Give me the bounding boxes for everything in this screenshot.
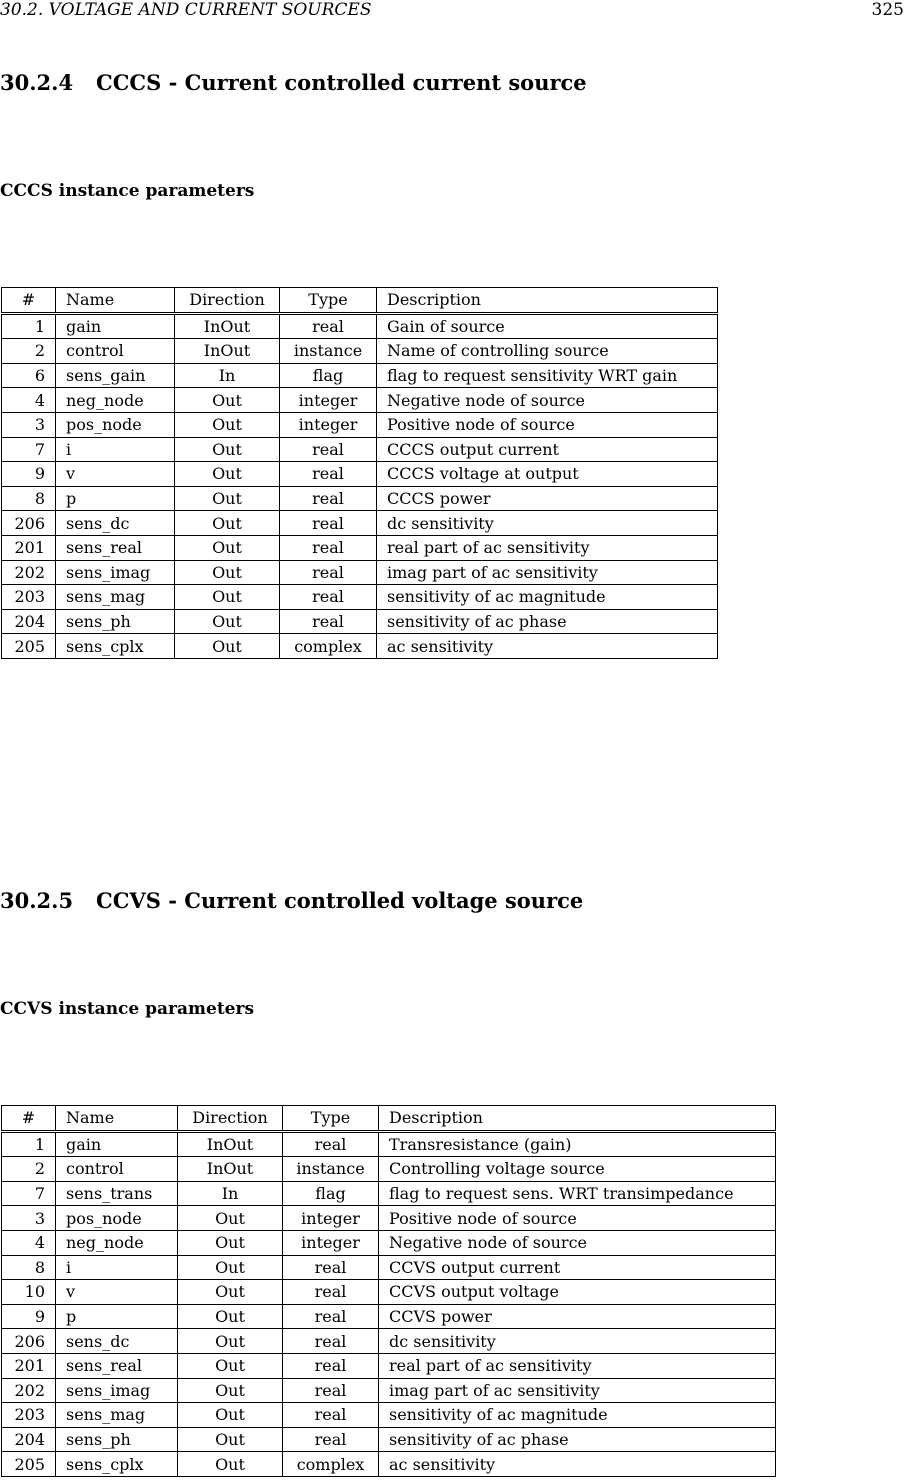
param-name: i xyxy=(56,1255,178,1280)
param-number: 204 xyxy=(2,1427,56,1452)
page-number: 325 xyxy=(871,0,904,20)
param-direction: Out xyxy=(175,511,280,536)
col-header-number: # xyxy=(2,1106,56,1132)
param-direction: Out xyxy=(175,462,280,487)
param-number: 8 xyxy=(2,1255,56,1280)
param-direction: Out xyxy=(178,1329,283,1354)
param-name: sens_ph xyxy=(56,609,175,634)
param-name: neg_node xyxy=(56,1230,178,1255)
param-direction: Out xyxy=(175,560,280,585)
param-description: Transresistance (gain) xyxy=(379,1131,776,1157)
table-row xyxy=(2,486,718,511)
param-description: ac sensitivity xyxy=(379,1452,776,1477)
param-name: sens_cplx xyxy=(56,634,175,659)
table-row xyxy=(2,412,718,437)
param-number: 206 xyxy=(2,511,56,536)
param-description: Positive node of source xyxy=(377,412,718,437)
param-number: 3 xyxy=(2,1206,56,1231)
col-header-name: Name xyxy=(56,288,175,314)
param-number: 2 xyxy=(2,1157,56,1182)
table-row xyxy=(2,609,718,634)
param-type: real xyxy=(280,585,377,610)
param-name: sens_real xyxy=(56,1353,178,1378)
param-direction: InOut xyxy=(178,1131,283,1157)
param-name: p xyxy=(56,1304,178,1329)
param-type: real xyxy=(280,486,377,511)
param-type: real xyxy=(280,535,377,560)
param-number: 202 xyxy=(2,560,56,585)
param-description: sensitivity of ac phase xyxy=(377,609,718,634)
param-number: 2 xyxy=(2,339,56,364)
param-direction: Out xyxy=(175,388,280,413)
param-name: neg_node xyxy=(56,388,175,413)
section-title-cccs xyxy=(0,70,587,95)
col-header-direction: Direction xyxy=(175,288,280,314)
param-description: dc sensitivity xyxy=(377,511,718,536)
table-header-row xyxy=(2,1106,776,1132)
param-description: Name of controlling source xyxy=(377,339,718,364)
col-header-number: # xyxy=(2,288,56,314)
param-description: Negative node of source xyxy=(377,388,718,413)
param-description: sensitivity of ac magnitude xyxy=(379,1403,776,1428)
param-direction: Out xyxy=(178,1280,283,1305)
param-name: sens_real xyxy=(56,535,175,560)
param-name: sens_dc xyxy=(56,1329,178,1354)
param-name: v xyxy=(56,462,175,487)
table-row xyxy=(2,462,718,487)
param-direction: Out xyxy=(175,412,280,437)
param-name: sens_imag xyxy=(56,560,175,585)
param-name: v xyxy=(56,1280,178,1305)
param-name: pos_node xyxy=(56,412,175,437)
param-direction: Out xyxy=(178,1230,283,1255)
running-head-title: 30.2. VOLTAGE AND CURRENT SOURCES xyxy=(0,0,372,20)
param-description: CCVS output current xyxy=(379,1255,776,1280)
param-type: real xyxy=(280,609,377,634)
table-row xyxy=(2,1452,776,1477)
param-direction: InOut xyxy=(175,339,280,364)
section-title-ccvs xyxy=(0,888,583,913)
param-direction: Out xyxy=(178,1403,283,1428)
param-type: real xyxy=(283,1378,379,1403)
param-name: gain xyxy=(56,1131,178,1157)
param-direction: In xyxy=(175,363,280,388)
table-row xyxy=(2,313,718,339)
param-number: 3 xyxy=(2,412,56,437)
param-description: Negative node of source xyxy=(379,1230,776,1255)
param-description: imag part of ac sensitivity xyxy=(379,1378,776,1403)
table-row xyxy=(2,388,718,413)
param-type: flag xyxy=(283,1181,379,1206)
param-number: 1 xyxy=(2,1131,56,1157)
param-type: real xyxy=(280,313,377,339)
param-direction: Out xyxy=(178,1378,283,1403)
col-header-description: Description xyxy=(377,288,718,314)
param-direction: Out xyxy=(178,1255,283,1280)
param-type: real xyxy=(283,1131,379,1157)
param-description: ac sensitivity xyxy=(377,634,718,659)
cccs-parameter-table xyxy=(1,287,718,659)
param-direction: Out xyxy=(178,1427,283,1452)
subsection-title-cccs: CCCS instance parameters xyxy=(0,181,255,201)
table-row xyxy=(2,1427,776,1452)
col-header-type: Type xyxy=(280,288,377,314)
param-description: sensitivity of ac magnitude xyxy=(377,585,718,610)
table-row xyxy=(2,585,718,610)
table-row xyxy=(2,1280,776,1305)
param-name: gain xyxy=(56,313,175,339)
param-direction: Out xyxy=(175,535,280,560)
param-name: sens_trans xyxy=(56,1181,178,1206)
param-type: real xyxy=(283,1280,379,1305)
param-name: sens_imag xyxy=(56,1378,178,1403)
param-name: control xyxy=(56,339,175,364)
param-description: Gain of source xyxy=(377,313,718,339)
param-type: integer xyxy=(280,388,377,413)
param-type: real xyxy=(283,1304,379,1329)
running-head xyxy=(0,0,906,22)
param-description: flag to request sens. WRT transimpedance xyxy=(379,1181,776,1206)
param-type: integer xyxy=(283,1206,379,1231)
param-description: Positive node of source xyxy=(379,1206,776,1231)
table-row xyxy=(2,1403,776,1428)
table-row xyxy=(2,1181,776,1206)
param-name: sens_dc xyxy=(56,511,175,536)
param-number: 4 xyxy=(2,1230,56,1255)
param-name: pos_node xyxy=(56,1206,178,1231)
param-direction: Out xyxy=(178,1304,283,1329)
param-number: 9 xyxy=(2,1304,56,1329)
param-description: CCCS output current xyxy=(377,437,718,462)
param-type: real xyxy=(283,1329,379,1354)
param-direction: InOut xyxy=(175,313,280,339)
param-direction: In xyxy=(178,1181,283,1206)
table-row xyxy=(2,437,718,462)
param-type: instance xyxy=(283,1157,379,1182)
param-number: 1 xyxy=(2,313,56,339)
param-direction: Out xyxy=(178,1206,283,1231)
param-number: 6 xyxy=(2,363,56,388)
param-number: 202 xyxy=(2,1378,56,1403)
param-name: sens_mag xyxy=(56,585,175,610)
section-heading: CCVS - Current controlled voltage source xyxy=(96,888,584,913)
param-type: complex xyxy=(280,634,377,659)
param-direction: Out xyxy=(178,1353,283,1378)
table-row xyxy=(2,1206,776,1231)
col-header-direction: Direction xyxy=(178,1106,283,1132)
param-type: real xyxy=(280,437,377,462)
table-row xyxy=(2,339,718,364)
table-row xyxy=(2,1157,776,1182)
table-row xyxy=(2,1304,776,1329)
param-type: real xyxy=(283,1255,379,1280)
param-type: integer xyxy=(283,1230,379,1255)
param-direction: Out xyxy=(175,634,280,659)
param-number: 201 xyxy=(2,1353,56,1378)
param-type: real xyxy=(280,511,377,536)
table-row xyxy=(2,363,718,388)
param-number: 201 xyxy=(2,535,56,560)
param-direction: Out xyxy=(175,609,280,634)
table-row xyxy=(2,1255,776,1280)
table-row xyxy=(2,1378,776,1403)
param-number: 7 xyxy=(2,437,56,462)
param-direction: Out xyxy=(178,1452,283,1477)
param-description: real part of ac sensitivity xyxy=(379,1353,776,1378)
param-number: 203 xyxy=(2,1403,56,1428)
param-type: instance xyxy=(280,339,377,364)
param-type: real xyxy=(283,1353,379,1378)
param-description: sensitivity of ac phase xyxy=(379,1427,776,1452)
table-row xyxy=(2,1353,776,1378)
param-number: 7 xyxy=(2,1181,56,1206)
param-number: 204 xyxy=(2,609,56,634)
param-number: 206 xyxy=(2,1329,56,1354)
col-header-type: Type xyxy=(283,1106,379,1132)
table-row xyxy=(2,1329,776,1354)
param-name: i xyxy=(56,437,175,462)
param-description: imag part of ac sensitivity xyxy=(377,560,718,585)
param-type: real xyxy=(280,560,377,585)
param-number: 205 xyxy=(2,1452,56,1477)
param-name: sens_gain xyxy=(56,363,175,388)
param-direction: Out xyxy=(175,585,280,610)
param-description: flag to request sensitivity WRT gain xyxy=(377,363,718,388)
param-number: 8 xyxy=(2,486,56,511)
param-name: p xyxy=(56,486,175,511)
param-description: real part of ac sensitivity xyxy=(377,535,718,560)
table-header-row xyxy=(2,288,718,314)
param-description: CCCS voltage at output xyxy=(377,462,718,487)
param-number: 9 xyxy=(2,462,56,487)
param-description: dc sensitivity xyxy=(379,1329,776,1354)
ccvs-parameter-table xyxy=(1,1105,776,1477)
col-header-description: Description xyxy=(379,1106,776,1132)
param-description: Controlling voltage source xyxy=(379,1157,776,1182)
param-direction: InOut xyxy=(178,1157,283,1182)
param-number: 4 xyxy=(2,388,56,413)
param-name: sens_cplx xyxy=(56,1452,178,1477)
param-direction: Out xyxy=(175,437,280,462)
param-name: control xyxy=(56,1157,178,1182)
section-number: 30.2.4 xyxy=(0,70,74,95)
col-header-name: Name xyxy=(56,1106,178,1132)
param-type: real xyxy=(283,1427,379,1452)
param-number: 203 xyxy=(2,585,56,610)
param-description: CCCS power xyxy=(377,486,718,511)
param-number: 205 xyxy=(2,634,56,659)
param-name: sens_mag xyxy=(56,1403,178,1428)
param-description: CCVS output voltage xyxy=(379,1280,776,1305)
param-type: real xyxy=(283,1403,379,1428)
param-type: complex xyxy=(283,1452,379,1477)
table-row xyxy=(2,1230,776,1255)
table-row xyxy=(2,560,718,585)
param-description: CCVS power xyxy=(379,1304,776,1329)
table-row xyxy=(2,511,718,536)
section-number: 30.2.5 xyxy=(0,888,74,913)
section-heading: CCCS - Current controlled current source xyxy=(96,70,587,95)
param-type: real xyxy=(280,462,377,487)
param-type: integer xyxy=(280,412,377,437)
param-name: sens_ph xyxy=(56,1427,178,1452)
table-row xyxy=(2,1131,776,1157)
param-number: 10 xyxy=(2,1280,56,1305)
table-row xyxy=(2,634,718,659)
param-direction: Out xyxy=(175,486,280,511)
subsection-title-ccvs: CCVS instance parameters xyxy=(0,999,255,1019)
table-row xyxy=(2,535,718,560)
param-type: flag xyxy=(280,363,377,388)
